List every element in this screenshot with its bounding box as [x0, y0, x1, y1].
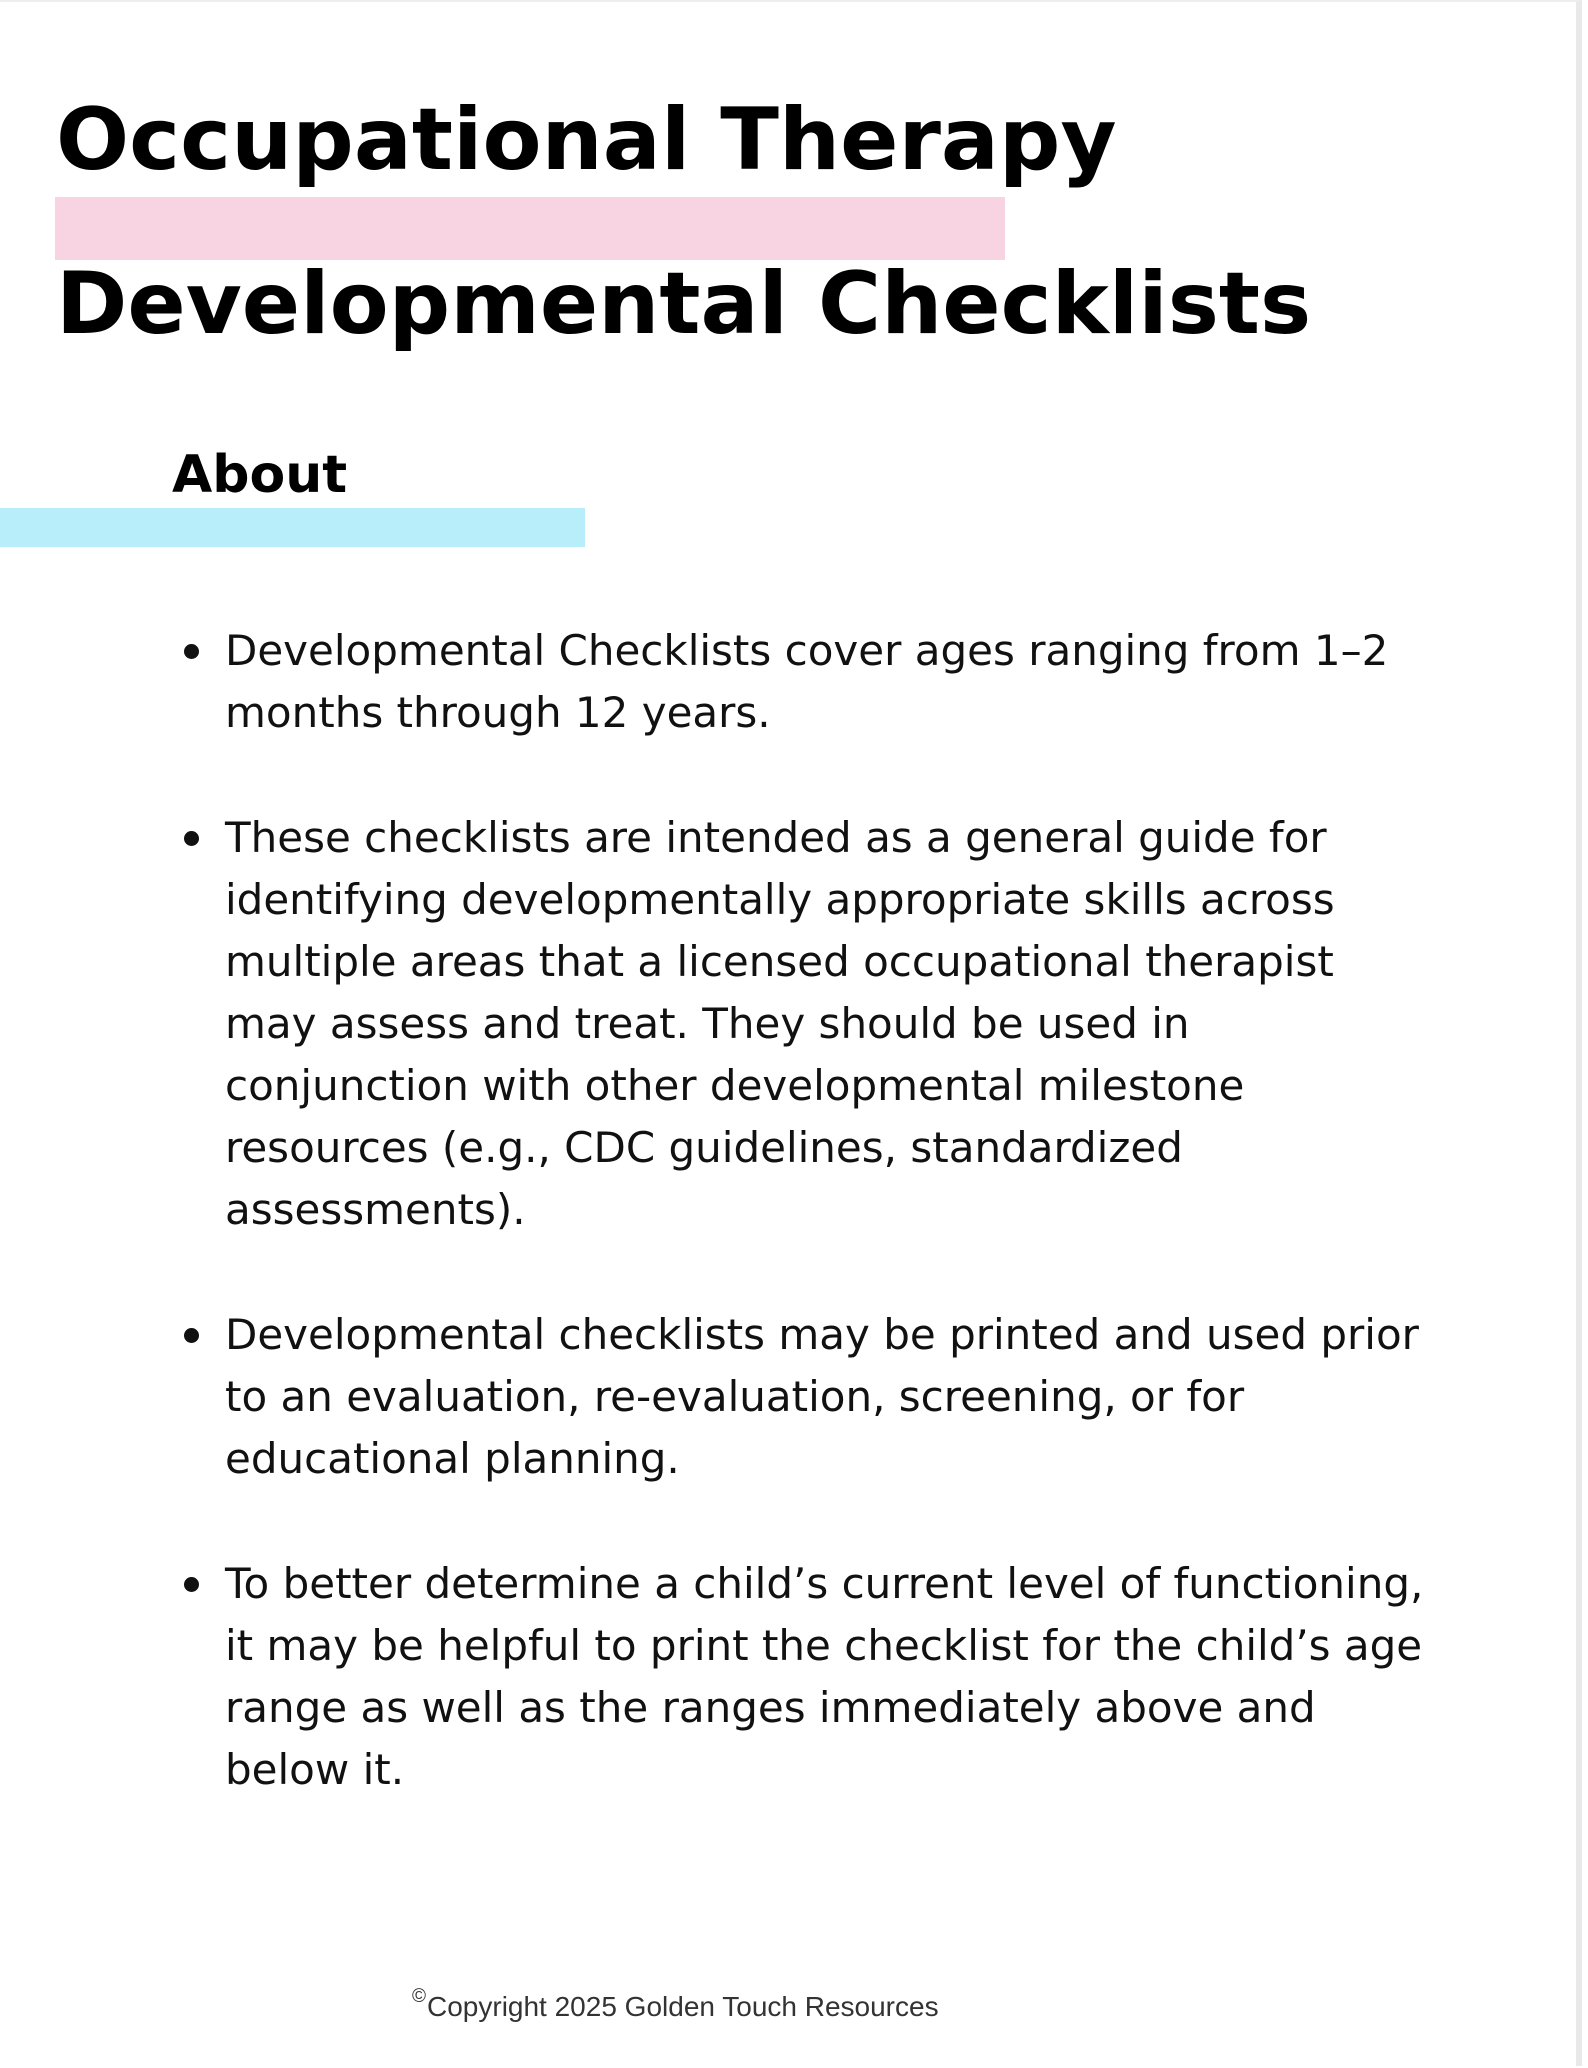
about-heading: About [172, 445, 348, 505]
bullet-text: Developmental Checklists cover ages ranging from 1–2 months through 12 years. [225, 626, 1389, 737]
title-line-occupational-therapy: Occupational Therapy [56, 90, 1117, 190]
bullet-text: To better determine a child’s current level of functioning, it may be helpful to print the checklist for the child’s age range as well as the ranges immediately above and below it. [225, 1559, 1424, 1794]
copyright-footer [412, 1980, 939, 2024]
bullet-item-printing-use [178, 1304, 1438, 1490]
bullet-dot-icon [184, 1577, 199, 1592]
about-bullet-list [178, 620, 1438, 1864]
title-line-developmental-checklists: Developmental Checklists [56, 254, 1312, 354]
bullet-item-current-level [178, 1553, 1438, 1801]
copyright-symbol-icon: © [412, 1986, 426, 2007]
bullet-text: These checklists are intended as a general guide for identifying developmentally appropriate skills across multiple areas that a licensed occupational therapist may assess and treat. They should be used in conjunction with other developmental milestone resources (e.g., CDC guidelines, standardized assessments). [225, 813, 1335, 1234]
bullet-item-age-range [178, 620, 1438, 744]
bullet-text: Developmental checklists may be printed and used prior to an evaluation, re-evaluation, screening, or for educational planning. [225, 1310, 1419, 1483]
bullet-dot-icon [184, 1328, 199, 1343]
bullet-dot-icon [184, 831, 199, 846]
title-pink-highlight [55, 197, 1005, 260]
copyright-text: Copyright 2025 Golden Touch Resources [427, 1991, 939, 2022]
about-blue-highlight [0, 508, 585, 547]
bullet-item-general-guide [178, 807, 1438, 1241]
bullet-dot-icon [184, 644, 199, 659]
